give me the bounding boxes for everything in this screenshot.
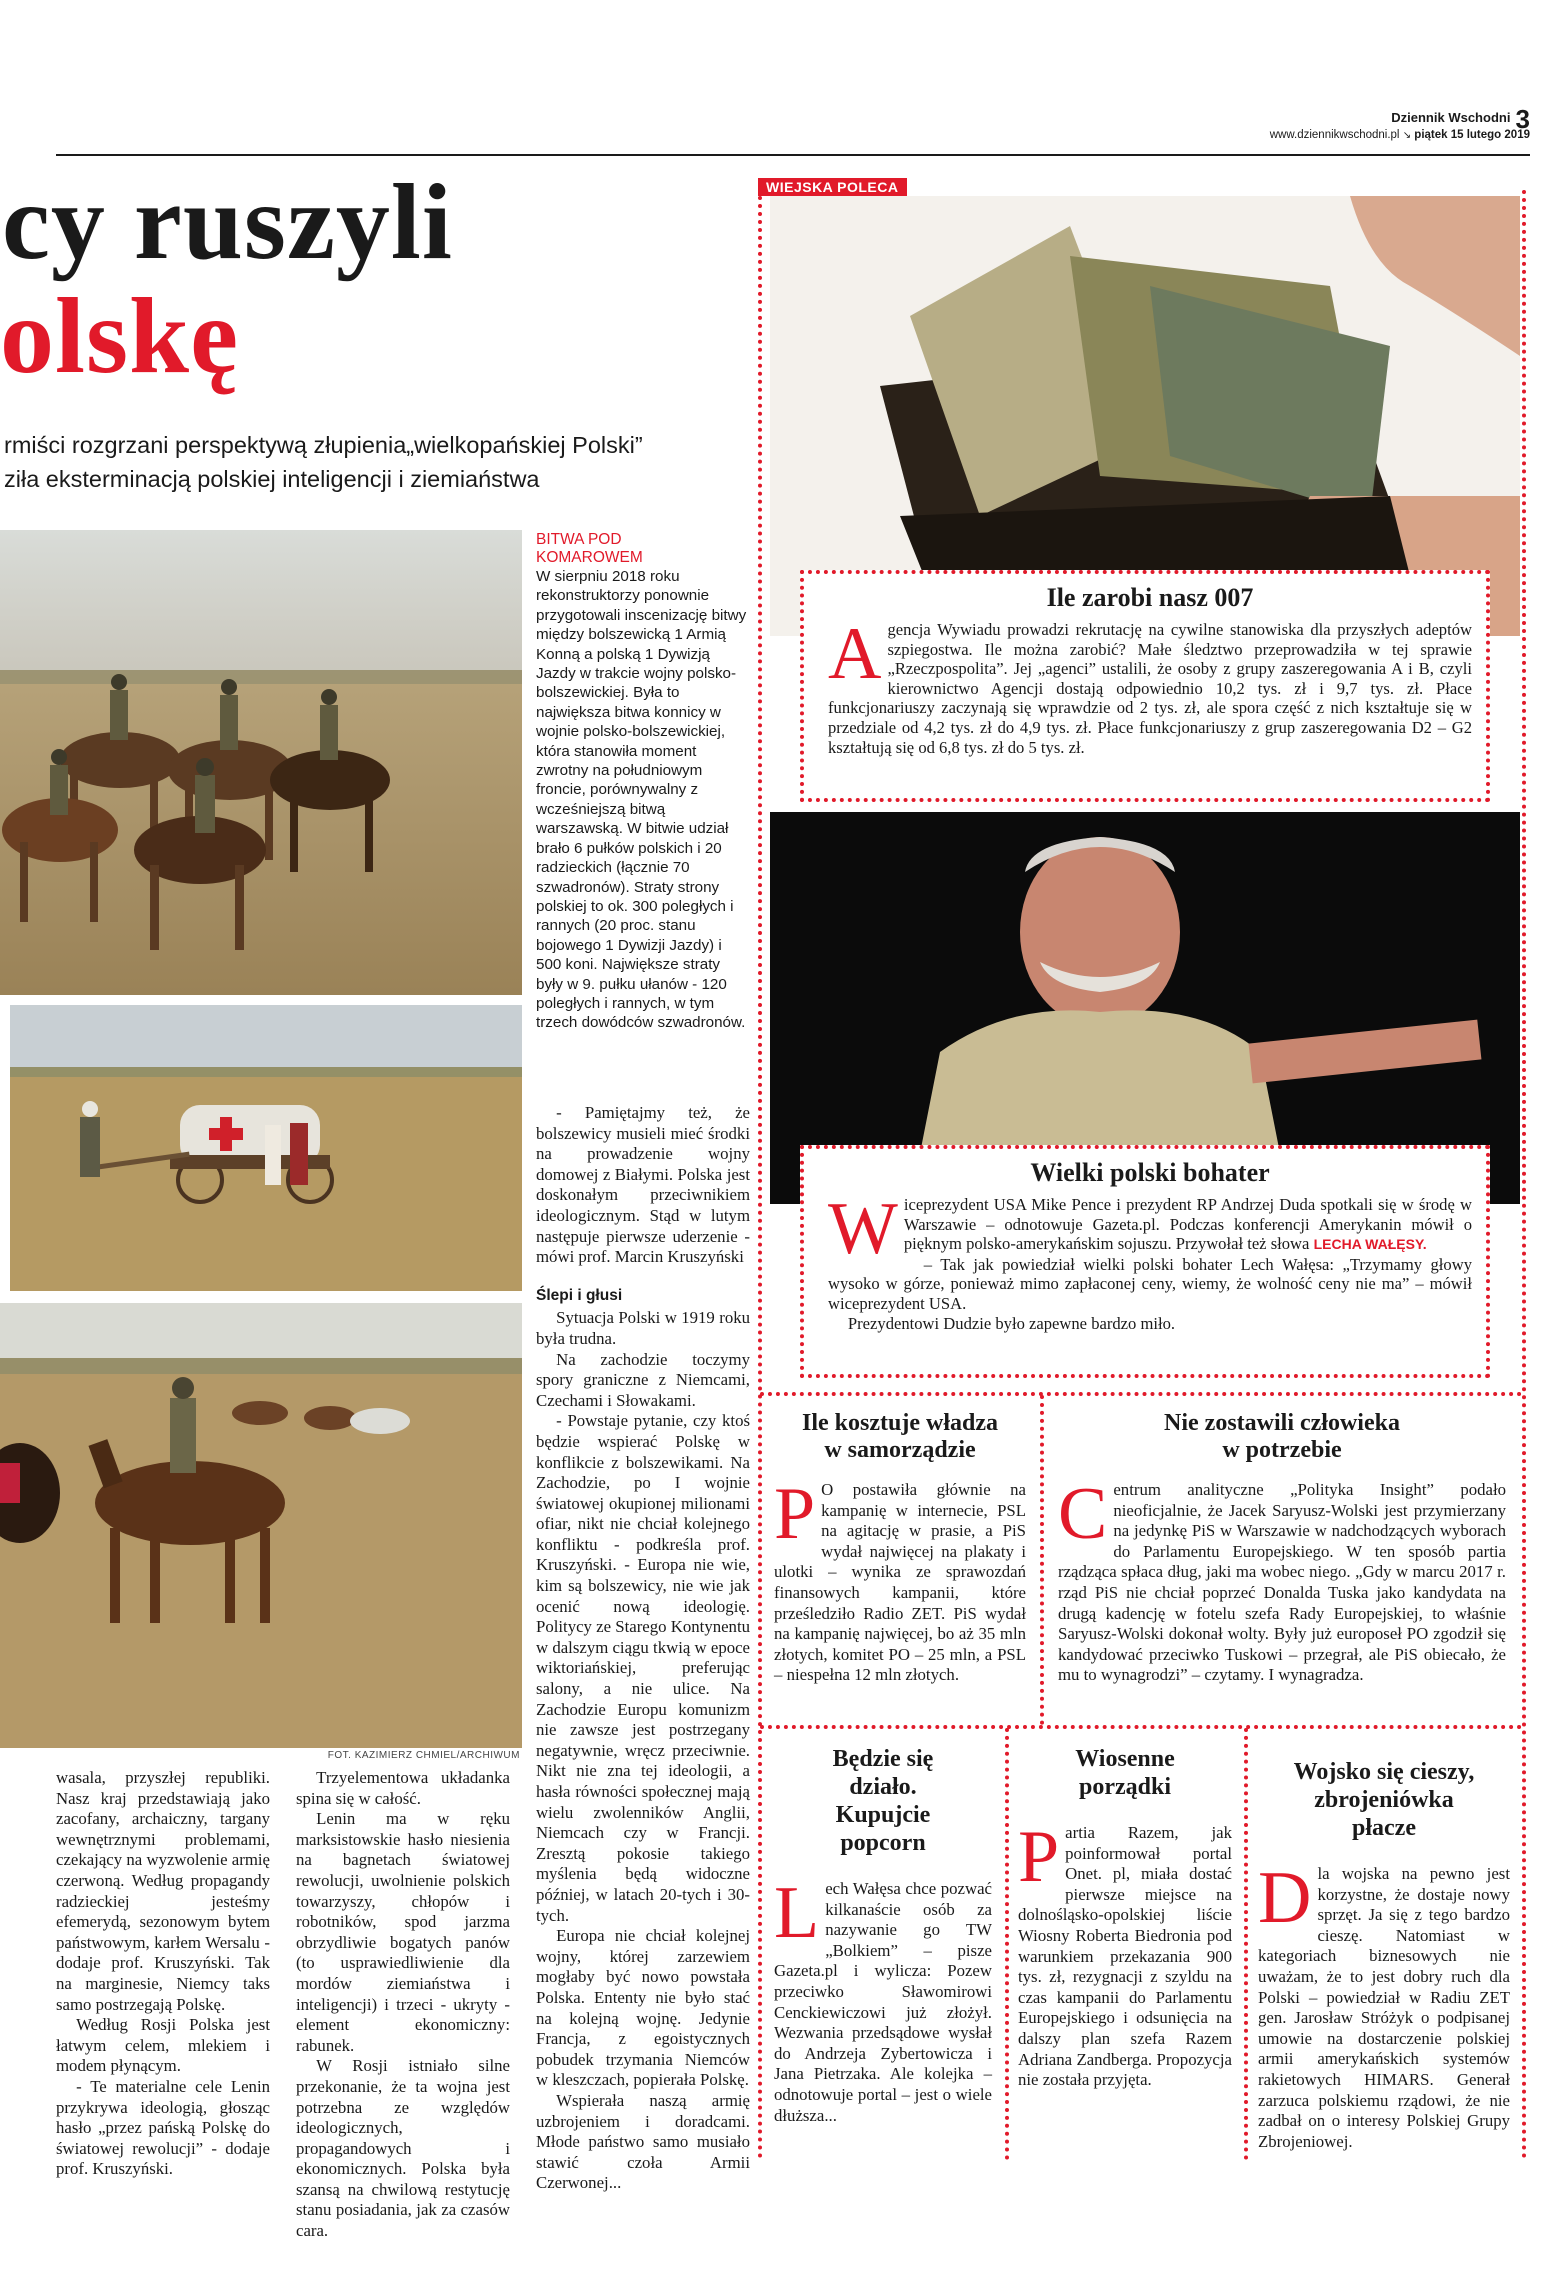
art7-dropcap: D: [1258, 1857, 1312, 1939]
mid-paragraph: Na zachodzie toczymy spory graniczne z Niemcami, Czechami i Słowakami.: [536, 1349, 750, 1410]
box2-text: Prezydentowi Dudzie było zapewne bardzo miło.: [847, 1313, 1176, 1333]
art4-title-line1: Nie zostawili człowieka: [1164, 1410, 1400, 1436]
sidebar-battle: [536, 531, 750, 1033]
mid-subhead: Ślepi i głusi: [536, 1286, 623, 1304]
section-border-left: [758, 180, 762, 2160]
center-paragraph: Trzyelementowa układanka spina się w całość.: [296, 1768, 510, 1808]
art3-title-line1: Ile kosztuje władza: [802, 1410, 998, 1436]
divider-col-row2b: [1244, 1728, 1248, 2160]
divider-col-row1: [1040, 1395, 1044, 1725]
left-paragraph: Według Rosji Polska jest łatwym celem, mlekiem i modem płynącym.: [56, 2015, 270, 2076]
box1-title: Ile zarobi nasz 007: [1046, 583, 1254, 612]
art5-title-line1: Będzie się: [832, 1746, 934, 1772]
photo-riders-illustration: [0, 1303, 522, 1748]
art5-title-line4: popcorn: [840, 1830, 926, 1856]
art6-dropcap: P: [1018, 1816, 1060, 1898]
art5-dropcap: L: [774, 1872, 820, 1954]
article-mid-column: [536, 1103, 750, 2194]
header-rule: [56, 154, 1530, 156]
photo-field-ambulance-illustration: [10, 1005, 522, 1291]
article-center-column: [296, 1768, 510, 2242]
photo-credit: FOT. KAZIMIERZ CHMIEL/ARCHIWUM: [327, 1750, 520, 1761]
section-tag: WIEJSKA POLECA: [758, 178, 907, 196]
sidebar-title-line2: KOMAROWEM: [536, 549, 643, 566]
art4-dropcap: C: [1058, 1473, 1108, 1555]
center-paragraph: W Rosji istniało silne przekonanie, że ta wojna jest potrzebna ze względów ideologicznych, propagandowych i ekonomicznych. Polska była szansą na chwilową restytucję stanu posiadania, jak za czasów cara.: [296, 2056, 510, 2241]
box1-text: gencja Wywiadu prowadzi rekrutację na cywilne stanowiska dla przyszłych adeptów szpiegostwa. Ile można zarobić? Małe śledztwo przeprowadziła w tej sprawie „Rzeczpospolita”. Jej „agenci” ustalili, że osoby z grupy zaszeregowania A i B, czyli kierownictwo Agencji dostają odpowiednio 10,2 tys. zł i 9,7 tys. zł. Płace funkcjonariuszy zaczynają się wprawdzie od 2 tys. zł, ale spora część z nich kształtuje się w przedziale od 4,2 tys. zł do 4,9 tys. zł. Płace funkcjonariuszy z grup zaszeregowania D2 – G2 kształtują się od 6,8 tys. zł do 5 tys. zł.: [828, 620, 1472, 757]
box2-dropcap: W: [828, 1188, 898, 1270]
subhead: [4, 428, 734, 496]
article-bedzie-sie-dzialo: [774, 1745, 992, 2126]
art7-title-line3: płacze: [1352, 1815, 1416, 1841]
art6-text: artia Razem, jak poinformował portal Onet. pl, miała dostać pierwsze miejsce na dolnośląsko-opolskiej liście Wiosny Roberta Biedronia pod warunkiem przekazania 900 tys. zł, rezygnacji z szyldu na czas kampanii do Parlamentu Europejskiego i odsunięcia na dalszy plan szefa Razem Adriana Zandberga. Propozycja nie została przyjęta.: [1018, 1823, 1232, 2090]
section-border-right: [1522, 190, 1526, 2160]
mid-paragraph: Wspierała naszą armię uzbrojeniem i doradcami. Młode państwo samo musiało stawić czoła Armii Czerwonej...: [536, 2090, 750, 2193]
box2-text: – Tak jak powiedział wielki polski bohater Lech Wałęsa: „Trzymamy głowy wysoko w górze, ponieważ mimo zapłaconej ceny, wiemy, że wolność ceny nie ma” – mówił wiceprezydent USA.: [828, 1254, 1472, 1313]
sidebar-text: W sierpniu 2018 roku rekonstruktorzy ponownie przygotowali inscenizację bitwy między bolszewicką 1 Armią Konną a polską 1 Dywizją Jazdy w trakcie wojny polsko-bolszewickiej. Była to największa bitwa konnicy w wojnie polsko-bolszewickiej, która stanowiła moment zwrotny na południowym froncie, porównywalny z wcześniejszą bitwą warszawską. W bitwie udział brało 6 pułków polskich i 20 radzieckich (łącznie 70 szwadronów). Straty strony polskiej to ok. 300 poległych i rannych (20 proc. stanu bojowego 1 Dywizji Jazdy) i 500 koni. Największe straty były w 9. pułku ułanów - 120 poległych i rannych, w tym trzech dowódców szwadronów.: [536, 568, 747, 1032]
subhead-line2: ziła eksterminacją polskiej inteligencji i ziemiaństwa: [4, 466, 540, 492]
mid-paragraph: - Powstaje pytanie, czy ktoś będzie wspierać Polskę w konflikcie z bolszewikami. Na Zachodzie, po I wojnie światowej okupionej milionami ofiar, nikt nie chciał kolejnego konfliktu - podkreśla prof. Kruszyński. - Europa nie wie, kim są bolszewicy, nie wie jak ocenić nową ideologię. Politycy ze Starego Kontynentu w dalszym ciągu tkwią w epoce wiktoriańskiej, preferując salony, a nie ulice. Na Zachodzie Europu komunizm nie zawsze jest postrzegany negatywnie, wręcz przeciwnie. Nikt nie zna tej ideologii, a hasła równości społecznej mają wielu zwolenników Anglii, Niemcach czy w Francji. Zresztą pokosie takiego myślenia będą widoczne później, w latach 20-tych i 30-tych.: [536, 1411, 750, 1925]
mid-paragraph: Sytuacja Polski w 1919 roku była trudna.: [536, 1308, 750, 1348]
article-ile-kosztuje: [774, 1410, 1026, 1686]
art5-title-line3: Kupujcie: [835, 1802, 931, 1828]
art6-title-line1: Wiosenne: [1075, 1746, 1175, 1772]
issue-date: piątek 15 lutego 2019: [1414, 129, 1530, 141]
art5-title-line2: działo.: [849, 1774, 917, 1800]
article-wojsko-sie-cieszy: [1258, 1758, 1510, 2152]
page-number: 3: [1515, 104, 1530, 134]
art3-title-line2: w samorządzie: [824, 1437, 976, 1463]
arrow-icon: ↘: [1402, 130, 1412, 141]
box2-title: Wielki polski bohater: [1030, 1158, 1270, 1187]
article-wiosenne-porzadki: [1018, 1745, 1232, 2091]
photo-cavalry-charge-illustration: [0, 530, 522, 995]
headline-line2: olskę: [0, 277, 240, 396]
mid-paragraph: Europa nie chciał kolejnej wojny, której zarzewiem mogłaby być nowo powstała Polska. Ententy nie było stać na kolejną wojnę. Jedynie Francja, z egoistycznych pobudek trzymania Niemców w kleszczach, popierała Polskę.: [536, 1926, 750, 2090]
left-paragraph: wasala, przyszłej republiki. Nasz kraj przedstawiają jako zacofany, archaiczny, targany wewnętrznymi problemami, czekający na wyzwolenie armię czerwoną. Według propagandy radzieckiej jesteśmy efemerydą, sezonowym bytem państwowym, karłem Wersalu - dodaje prof. Kruszyński. Tak na marginesie, Niemcy taks samo postrzegają Polskę.: [56, 1768, 270, 2014]
sidebar-title-line1: BITWA POD: [536, 531, 622, 548]
art7-text: la wojska na pewno jest korzystne, że dostaje nowy sprzęt. Ja się z tego bardzo cieszę. Natomiast w kategoriach biznesowych nie uważam, że to jest dobry ruch dla Polski – powiedział w Radiu ZET gen. Jarosław Stróżyk o podpisanej umowie na dostarczenie polskiej armii amerykańskich systemów rakietowych HIMARS. Generał zarzuca polskiemu rządowi, że nie zadbał on o interesy Polskiej Grupy Zbrojeniowej.: [1258, 1864, 1510, 2151]
box1-dropcap: A: [828, 613, 882, 695]
divider-row2: [760, 1725, 1522, 1729]
page-header: [1200, 104, 1530, 148]
article-left-column: [56, 1768, 270, 2180]
article-nie-zostawili: [1058, 1410, 1506, 1686]
photo-field-ambulance: [10, 1005, 522, 1291]
box2-text: iceprezydent USA Mike Pence i prezydent RP Andrzej Duda spotkali się w środę w Warszawie – odnotowuje Gazeta.pl. Podczas konferencji Amerykanin mówił o pięknym polsko-amerykańskim sojuszu. Przywołał też słowa: [903, 1195, 1472, 1254]
art4-text: entrum analityczne „Polityka Insight” podało nieoficjalnie, że Jacek Saryusz-Wolski jest przymierzany na jedynkę PiS w Warszawie w nadchodzących wyborach do Parlamentu Europejskiego. W ten sposób partia rządząca spłaca dług, jaki ma wobec niego. „Gdy w marcu 2017 r. rząd PiS nie chciał poprzeć Donalda Tuska jako kandydata na drugą kadencję w fotelu szefa Rady Europejskiej, to właśnie Saryusz-Wolski dokonał wolty. Były już europoseł PO zgodził się kandydować przeciwko Tuskowi – przegrał, ale PiS obiecało, że mu to wynagrodzi” – czytamy. I wynagradza.: [1058, 1480, 1506, 1685]
center-paragraph: Lenin ma w ręku marksistowskie hasło niesienia na bagnetach światowej rewolucji, uwolnienie polskich towarzyszy, chłopów i robotników, spod jarzma obrzydliwie bogatych panów (to usprawiedliwienie dla mordów ziemiaństwa i inteligencji) i trzeci - ukryty - element ekonomiczny: rabunek.: [296, 1809, 510, 2055]
subhead-line1: rmiści rozgrzani perspektywą złupienia„wielkopańskiej Polski”: [4, 432, 643, 458]
art7-title-line1: Wojsko się cieszy,: [1293, 1759, 1475, 1785]
art6-title-line2: porządki: [1078, 1774, 1171, 1800]
art7-title-line2: zbrojeniówka: [1314, 1787, 1454, 1813]
photo-riders: [0, 1303, 522, 1748]
website: www.dziennikwschodni.pl: [1269, 129, 1400, 141]
mid-paragraph: - Pamiętajmy też, że bolszewicy musieli mieć środki na prowadzenie wojny domowej z Białymi. Polska jest doskonałym przeciwnikiem ideologicznym. Stąd w lutym następuje pierwsze uderzenie - mówi prof. Marcin Kruszyński: [536, 1103, 750, 1267]
paper-name: Dziennik Wschodni: [1391, 110, 1511, 125]
art4-title-line2: w potrzebie: [1222, 1437, 1342, 1463]
art3-dropcap: P: [774, 1473, 816, 1555]
divider-row1: [760, 1392, 1522, 1396]
box-wielki-polski-bohater: [800, 1145, 1490, 1378]
box-ile-zarobi: [800, 570, 1490, 802]
art3-text: O postawiła głównie na kampanię w internecie, PSL na agitację w prasie, a PiS wydał najwięcej na plakaty i ulotki – wynika ze sprawozdań finansowych kampanii, które prześledziło Radio ZET. PiS wydał na kampanię najwięcej, bo aż 35 mln złotych, komitet PO – 25 mln, a PSL – niespełna 12 mln złotych.: [774, 1480, 1026, 1685]
divider-col-row2a: [1005, 1728, 1009, 2160]
left-paragraph: - Te materialne cele Lenin przykrywa ideologią, głosząc hasło „przez pańską Polskę do światowej rewolucji” - dodaje prof. Kruszyński.: [56, 2076, 270, 2179]
art5-text: ech Wałęsa chce pozwać kilkanaście osób za nazywanie go TW „Bolkiem” – pisze Gazeta.pl i wylicza: Pozew przeciwko Sławomirowi Cenckiewiczowi już złożył. Wezwania przedsądowe wysłał do Andrzeja Zybertowicza i Jana Pietrzaka. Ale kolejka – odnotowuje portal – jest o wiele dłuższa...: [774, 1879, 992, 2125]
photo-cavalry-charge: [0, 530, 522, 995]
box2-highlight: LECHA WAŁĘSY.: [1313, 1236, 1427, 1253]
headline-line1: cy ruszyli: [2, 163, 453, 282]
